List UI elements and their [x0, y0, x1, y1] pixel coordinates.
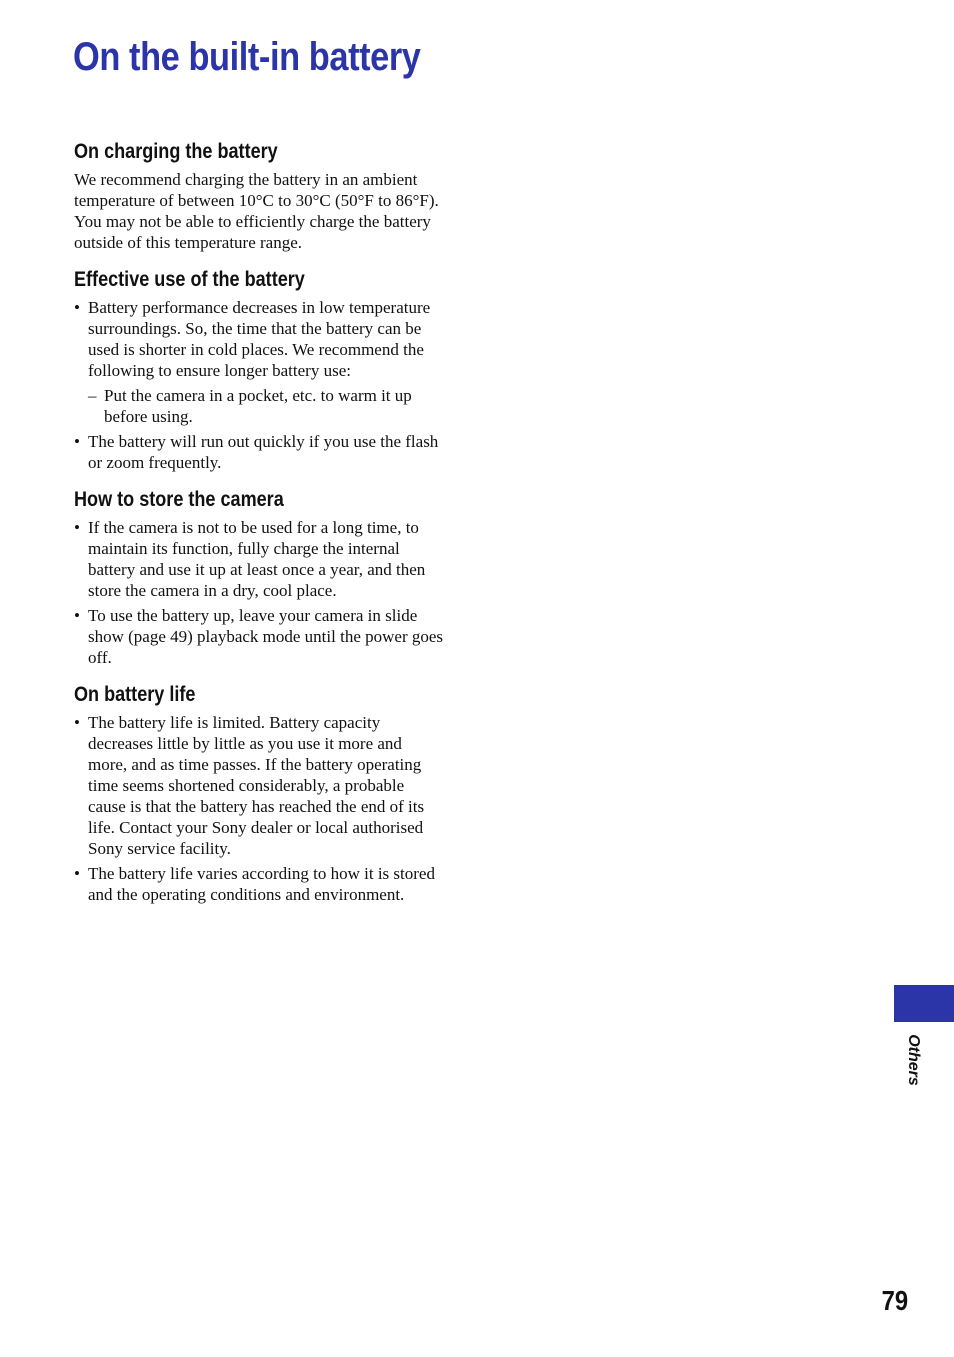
- section-tab-marker: [894, 985, 954, 1022]
- section-heading: On charging the battery: [74, 140, 278, 163]
- list-item-text: To use the battery up, leave your camera in slide show (page 49) playback mode until the power goes off.: [88, 606, 444, 667]
- list-item: [74, 712, 444, 859]
- section-heading: Effective use of the battery: [74, 268, 305, 291]
- list-item: [74, 297, 444, 381]
- list-item-text: The battery life is limited. Battery capacity decreases little by little as you use it more and more, and as time passes. If the battery operating time seems shortened considerably, a probable cause is that the battery has reached the end of its life. Contact your Sony dealer or local authorised Sony service facility.: [88, 713, 425, 858]
- bullet-icon: •: [74, 864, 80, 883]
- section-heading: How to store the camera: [74, 488, 284, 511]
- section-charging: [74, 138, 444, 253]
- list-item: [74, 517, 444, 601]
- bullet-icon: •: [74, 298, 80, 317]
- sub-list-item-text: Put the camera in a pocket, etc. to warm it up before using.: [104, 386, 412, 426]
- bullet-icon: •: [74, 713, 80, 732]
- list-item-text: The battery life varies according to how it is stored and the operating conditions and environment.: [88, 864, 435, 904]
- section-store-camera: [74, 486, 444, 668]
- dash-icon: –: [88, 386, 97, 405]
- page-content: [74, 138, 444, 918]
- bullet-icon: •: [74, 518, 80, 537]
- bullet-icon: •: [74, 606, 80, 625]
- section-battery-life: [74, 681, 444, 905]
- section-heading: On battery life: [74, 683, 196, 706]
- bullet-icon: •: [74, 432, 80, 451]
- sub-list-item: [74, 385, 444, 427]
- list-item: [74, 431, 444, 473]
- page-title: On the built-in battery: [73, 35, 421, 79]
- list-item: [74, 605, 444, 668]
- list-item-text: Battery performance decreases in low temperature surroundings. So, the time that the battery can be used is shorter in cold places. We recommend the following to ensure longer battery use:: [88, 298, 431, 380]
- section-tab-label: Others: [905, 1034, 922, 1086]
- list-item-text: If the camera is not to be used for a long time, to maintain its function, fully charge the internal battery and use it up at least once a year, and then store the camera in a dry, cool place.: [88, 518, 426, 600]
- list-item-text: The battery will run out quickly if you use the flash or zoom frequently.: [88, 432, 439, 472]
- page-number: 79: [881, 1285, 908, 1316]
- section-paragraph: We recommend charging the battery in an ambient temperature of between 10°C to 30°C (50°F to 86°F). You may not be able to efficiently charge the battery outside of this temperature range.: [74, 170, 439, 252]
- list-item: [74, 863, 444, 905]
- section-effective-use: [74, 266, 444, 473]
